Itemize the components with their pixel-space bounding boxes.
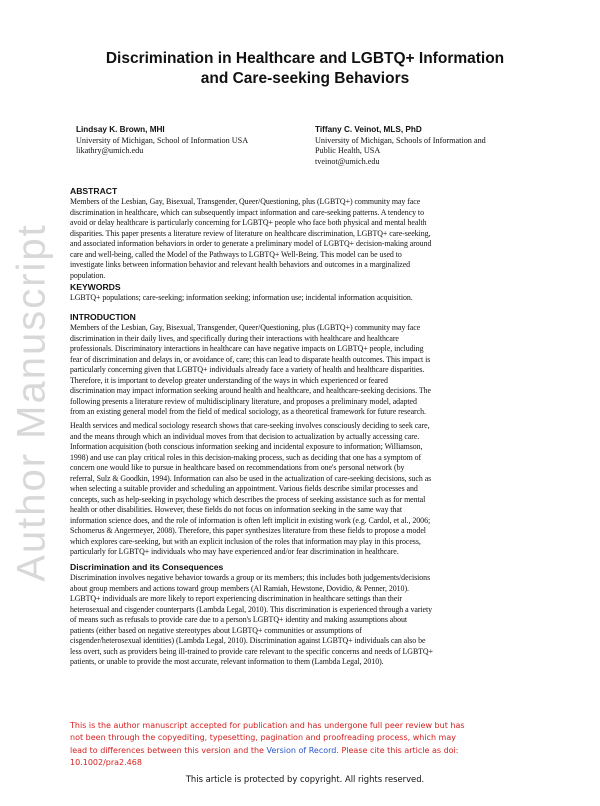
- introduction-paragraph-1: [70, 323, 540, 418]
- text-line: cisgender/heterosexual identities) (Lambda Legal, 2010). Discrimination against LGBTQ+ individuals can also be: [70, 636, 426, 645]
- text-line: concern one would like to pursue in healthcare based on recommendations from one's personal network (by: [70, 463, 405, 472]
- text-line: 1998) and use can play critical roles in this decision-making process, such as deciding that one has a symptom of: [70, 452, 422, 462]
- text-line: of means such as refusals to provide care due to a person's LGBTQ+ identity and making assumptions about: [70, 615, 408, 624]
- keywords-body: [70, 293, 540, 304]
- text-line: when selecting a suitable provider and scheduling an appointment. Various fields describe similar processes and: [70, 484, 418, 493]
- text-line: particularly concerning given that LGBTQ+ individuals already face a variety of health and healthcare disparities.: [70, 365, 425, 374]
- abstract-body: [70, 197, 540, 281]
- text-line: Schomerus & Angermeyer, 2008). Therefore, this paper synthesizes literature from these fields to propose a model: [70, 526, 426, 535]
- text-line: care and well-being, called the Model of the Pathways to LGBTQ+ Well-Being. This model can be used to: [70, 249, 402, 259]
- abstract-heading: ABSTRACT: [70, 186, 118, 196]
- author-block-veinot: [315, 125, 486, 167]
- text-line: investigate links between information behavior and relevant health behaviors and outcomes in a marginalized: [70, 260, 411, 269]
- title-line: and Care-seeking Behaviors: [200, 70, 410, 87]
- text-line: Members of the Lesbian, Gay, Bisexual, Transgender, Queer/Questioning, plus (LGBTQ+) community may face: [70, 197, 421, 206]
- introduction-heading: INTRODUCTION: [70, 312, 136, 322]
- text-line: population.: [70, 270, 106, 280]
- paper-title: [70, 49, 540, 89]
- copyright-footer: This article is protected by copyright. All rights reserved.: [185, 774, 425, 784]
- notice-text: lead to differences between this version and the: [70, 745, 267, 755]
- text-line: particularly for LGBTQ+ individuals who may have experienced and/or fear discrimination in healthcare.: [70, 547, 399, 556]
- notice-text: . Please cite this article as doi:: [336, 745, 459, 755]
- notice-line: This is the author manuscript accepted for publication and has undergone full peer review but has: [70, 721, 465, 730]
- text-line: professionals. Discriminatory interactions in healthcare can have negative impacts on LGBTQ+ people, including: [70, 344, 424, 353]
- discrimination-body: [70, 573, 540, 668]
- text-line: concepts, such as help-seeking in psychology which describes the process of seeking assistance such as for mental: [70, 494, 426, 504]
- manuscript-notice: [70, 720, 540, 770]
- keywords-heading: KEYWORDS: [70, 282, 121, 292]
- text-line: LGBTQ+ individuals are more likely to report experiencing discrimination in healthcare settings than their: [70, 594, 402, 603]
- text-line: Information acquisition (both conscious information seeking and incidental exposure to information; Williamson,: [70, 442, 423, 451]
- text-line: discrimination in their daily lives, and specifically during their interactions with healthcare and healthcare: [70, 333, 399, 343]
- author-affiliation: Public Health, USA: [315, 146, 381, 156]
- text-line: discrimination in healthcare, which can subsequently impact information and care-seeking patterns. A tendency to: [70, 207, 424, 217]
- text-line: which explores care-seeking, but with an explicit inclusion of the roles that information may play in this process,: [70, 536, 421, 546]
- text-line: avoid or delay healthcare is particularly concerning for LGBTQ+ people who face both physical and mental health: [70, 218, 427, 227]
- text-line: patients (either based on negative stereotypes about LGBTQ+ communities or assumptions of: [70, 625, 362, 635]
- text-line: about group members and actions toward group members (Al Ramiah, Hewstone, Dovidio, & Penner, 2010).: [70, 583, 409, 593]
- text-line: following presents a literature review of multidisciplinary literature, and proposes a preliminary model, adapted: [70, 396, 417, 406]
- author-manuscript-watermark: Author Manuscript: [9, 223, 54, 582]
- text-line: and associated information behaviors in order to generate a preliminary model of LGBTQ+ decision-making around: [70, 239, 432, 248]
- introduction-paragraph-2: [70, 421, 540, 558]
- author-affiliation: University of Michigan, School of Information USA: [76, 135, 249, 145]
- author-email[interactable]: likathry@umich.edu: [76, 146, 144, 156]
- author-name: Lindsay K. Brown, MHI: [76, 125, 165, 134]
- text-line: fear of discrimination and delays in, or avoidance of, care; this can lead to disparate health outcomes. This impact is: [70, 354, 431, 364]
- author-block-brown: [76, 125, 248, 157]
- text-line: from an existing general model from the field of medical sociology, as a theoretical framework for future research.: [70, 407, 426, 416]
- text-line: disparities. This paper presents a literature review of literature on healthcare discrimination, LGBTQ+ care-seeking,: [70, 228, 431, 238]
- notice-line: [70, 745, 540, 757]
- text-line: information science does, and the role of information is often left implicit in existing work (e.g. Cardol, et al., 2006;: [70, 515, 431, 525]
- author-affiliation: University of Michigan, Schools of Information and: [315, 135, 486, 145]
- author-email[interactable]: tveinot@umich.edu: [315, 156, 380, 166]
- text-line: LGBTQ+ populations; care-seeking; information seeking; information use; incidental information acquisition.: [70, 293, 413, 302]
- text-line: and the means through which an individual moves from that decision to actualization by actually accessing care.: [70, 431, 420, 441]
- text-line: referral, Sulz & Goodkin, 1994). Information can also be used in the actualization of care-seeking decisions, such as: [70, 473, 432, 483]
- text-line: Health services and medical sociology research shows that care-seeking involves consciously deciding to seek care,: [70, 421, 430, 430]
- text-line: health or other disabilities. However, these fields do not focus on information seeking in the same way that: [70, 505, 402, 514]
- text-line: Discrimination involves negative behavior towards a group or its members; this includes both judgements/decisions: [70, 573, 431, 582]
- title-line: Discrimination in Healthcare and LGBTQ+ Information: [105, 50, 505, 67]
- text-line: heterosexual and cisgender counterparts (Lambda Legal, 2010). This discrimination is experienced through a variety: [70, 604, 433, 614]
- author-name: Tiffany C. Veinot, MLS, PhD: [315, 125, 422, 134]
- text-line: Therefore, it is important to develop greater understanding of the ways in which experienced or feared: [70, 375, 388, 385]
- doi-link[interactable]: 10.1002/pra2.468: [70, 758, 142, 768]
- notice-line: not been through the copyediting, typesetting, pagination and proofreading process, which may: [70, 733, 456, 743]
- text-line: Members of the Lesbian, Gay, Bisexual, Transgender, Queer/Questioning, plus (LGBTQ+) community may face: [70, 323, 421, 332]
- text-line: less overt, such as providers being ill-trained to provide care relevant to the specific concerns and needs of LGBTQ+: [70, 646, 433, 656]
- version-of-record-link[interactable]: Version of Record: [266, 745, 337, 755]
- text-line: patients, or unable to provide the most accurate, relevant information to them (Lambda Legal, 2010).: [70, 657, 384, 666]
- discrimination-heading: Discrimination and its Consequences: [70, 562, 224, 572]
- text-line: discrimination may impact information seeking around health and healthcare, and healthcare-seeking decisions. The: [70, 386, 431, 395]
